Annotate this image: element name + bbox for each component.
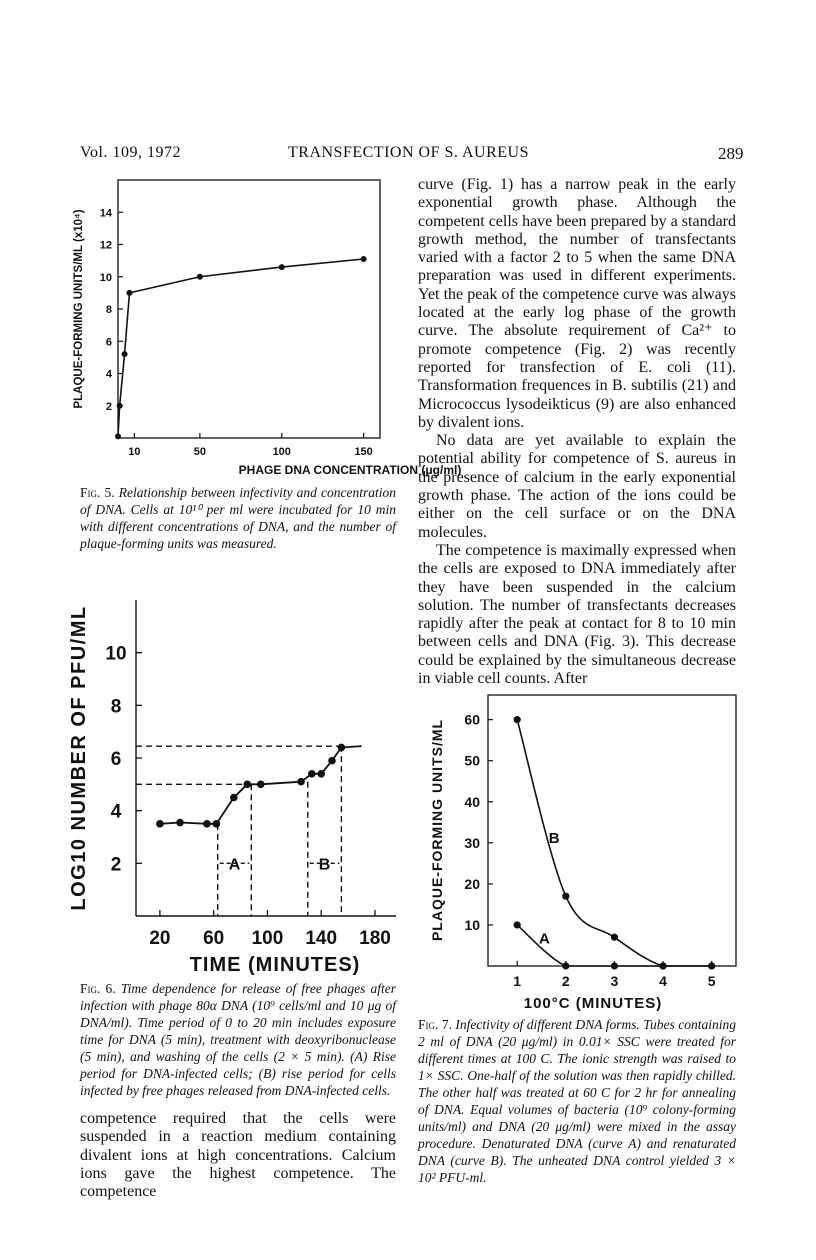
fig6-x-tick-label: 20 [149, 928, 171, 949]
fig7-x-tick-label: 3 [610, 973, 619, 989]
fig6-data-point [308, 770, 316, 778]
fig6-y-axis-title: LOG10 NUMBER OF PFU/ML [68, 605, 90, 911]
fig6-data-point [213, 820, 221, 828]
fig7-y-axis-title: PLAQUE-FORMING UNITS/ML [429, 718, 445, 942]
fig6-caption-text: Time dependence for release of free phages after infection with phage 80α DNA (10⁹ cells/ml and 10 μg of DNA/ml). Time period of 0 to 20 min includes exposure time for DNA (5 min), treatment with deoxyribonuclease (5 min), and washing of the cells (2 × 5 min). (A) Rise period for DNA-infected cells; (B) rise period for cells infected by free phages released from DNA-infected cells. [80, 981, 396, 1098]
fig7-curve-b-label: B [548, 829, 560, 847]
fig7-frame [488, 695, 736, 966]
fig7-curve-b [517, 720, 712, 966]
fig5-data-point [126, 290, 132, 296]
fig5-data-point [361, 256, 367, 262]
fig7-y-tick-label: 20 [464, 875, 480, 892]
fig5-x-axis-title: PHAGE DNA CONCENTRATION (μg/ml) [238, 463, 462, 477]
fig6-caption-lead: Fig. 6. [80, 981, 116, 996]
fig6-y-tick-label: 4 [110, 801, 122, 823]
fig7-curve-a-label: A [539, 930, 550, 948]
fig6-x-tick-label: 180 [359, 928, 391, 949]
right-paragraph-3: The competence is maximally expressed when the cells are exposed to DNA immediately after they have been suspended in the calcium solution. The number of transfectants decreases rapidly after the peak at contact for 8 to 10 min between cells and DNA (Fig. 3). This decrease could be explained by the simultaneous decrease in viable cell counts. After [418, 541, 736, 688]
running-title: TRANSFECTION OF S. AUREUS [288, 144, 529, 161]
fig5-caption [80, 484, 396, 552]
fig7-x-tick-label: 4 [659, 973, 667, 989]
fig5-x-tick-label: 100 [272, 446, 291, 458]
fig6-data-point [243, 781, 251, 789]
fig6-data-point [257, 781, 265, 789]
page-number: 289 [718, 144, 744, 163]
fig6-data-point [203, 820, 211, 828]
fig7-caption [418, 1016, 736, 1186]
fig7-y-tick-label: 10 [464, 916, 480, 933]
fig7-data-point [659, 962, 666, 969]
fig5-y-tick-label: 12 [99, 239, 112, 252]
fig6-data-point [297, 778, 305, 786]
fig7-x-axis-title: 100°C (MINUTES) [523, 995, 663, 1012]
fig7-y-tick-label: 30 [464, 834, 480, 851]
fig5-y-tick-label: 6 [105, 336, 112, 349]
fig5-data-point [115, 433, 121, 439]
fig6-data-point [156, 820, 164, 828]
fig7-chart [418, 680, 748, 1015]
fig7-data-point [708, 962, 715, 969]
fig7-data-point [562, 962, 569, 969]
fig6-data-point [230, 794, 238, 802]
left-paragraph: competence required that the cells were suspended in a reaction medium containing divalent ions at high concentrations. Calcium ions gave the highest competence. The competence [80, 1110, 396, 1201]
fig7-y-tick-label: 60 [464, 711, 480, 728]
fig6-chart [60, 580, 400, 975]
fig6-y-tick-label: 6 [110, 749, 122, 770]
fig5-data-point [117, 403, 123, 409]
fig7-data-point [611, 962, 618, 969]
fig6-x-axis-title: TIME (MINUTES) [189, 954, 361, 976]
fig7-x-tick-label: 2 [561, 973, 570, 989]
fig5-y-tick-label: 2 [105, 400, 112, 413]
fig7-data-point [562, 893, 569, 900]
fig7-data-point [514, 921, 521, 928]
fig7-x-tick-label: 1 [513, 973, 522, 989]
fig5-series-line [118, 259, 364, 436]
fig6-interval-label: A [228, 856, 241, 874]
left-column-text [80, 1110, 396, 1201]
fig5-caption-lead: Fig. 5. [80, 485, 115, 500]
fig7-caption-text: Infectivity of different DNA forms. Tubes containing 2 ml of DNA (20 μg/ml) in 0.01× SSC were treated for different times at 100 C. The ionic strength was raised to 1× SSC. One-half of the solution was then rapidly chilled. The other half was treated at 60 C for 2 hr for annealing of DNA. Equal volumes of bacteria (10⁹ colony-forming units/ml) and DNA (20 μg/ml) were mixed in the assay procedure. Denaturated DNA (curve A) and renaturated DNA (curve B). The unheated DNA control yielded 3 × 10² PFU-ml. [418, 1017, 736, 1185]
fig5-chart [60, 170, 462, 480]
fig5-y-tick-label: 14 [99, 207, 112, 220]
fig6-x-tick-label: 140 [305, 928, 338, 949]
fig5-data-point [279, 264, 285, 270]
fig7-x-tick-label: 5 [707, 973, 716, 989]
fig6-y-tick-label: 8 [110, 696, 122, 718]
fig7-y-tick-label: 50 [464, 752, 480, 769]
fig6-x-tick-label: 100 [251, 928, 284, 949]
fig5-data-point [197, 274, 203, 280]
right-column-text [418, 176, 736, 688]
fig6-data-point [328, 757, 336, 765]
right-paragraph-1: curve (Fig. 1) has a narrow peak in the early exponential growth phase. Although the competent cells have been prepared by a standard growth method, the number of transfectants varied with a factor 2 to 5 when the same DNA preparation was used in different experiments. Yet the peak of the competence curve was always located at the early log phase of the growth curve. The absolute requirement of Ca²⁺ to promote competence (Fig. 2) was recently reported for transfection of E. coli (11). Transformation frequences in B. subtilis (21) and Micrococcus lysodeikticus (9) are also enhanced by divalent ions. [418, 176, 736, 431]
volume-label: Vol. 109, 1972 [80, 144, 181, 161]
right-paragraph-2: No data are yet available to explain the potential ability for competence of S. aureus in the presence of calcium in the early exponential growth phase. The action of the ions could be either on the cell surface or on the DNA molecules. [418, 432, 736, 541]
fig5-y-tick-label: 4 [105, 368, 112, 381]
fig5-x-tick-label: 150 [354, 446, 373, 458]
fig5-y-axis-title: PLAQUE-FORMING UNITS/ML (x10⁴) [73, 209, 85, 409]
fig6-data-point [317, 770, 325, 778]
fig6-interval-label: B [318, 856, 331, 874]
fig5-x-tick-label: 50 [193, 446, 206, 458]
fig7-data-point [611, 934, 618, 941]
fig6-y-tick-label: 2 [110, 854, 122, 876]
fig7-caption-lead: Fig. 7. [418, 1017, 452, 1032]
fig6-data-point [338, 744, 346, 752]
fig7-y-tick-label: 40 [464, 793, 480, 810]
running-header [0, 144, 816, 166]
fig7-data-point [514, 716, 521, 723]
fig6-x-tick-label: 60 [203, 928, 225, 949]
fig5-frame [118, 180, 380, 438]
fig5-y-tick-label: 10 [99, 271, 112, 284]
fig5-data-point [122, 351, 128, 357]
fig6-y-tick-label: 10 [105, 643, 127, 665]
fig5-x-tick-label: 10 [128, 446, 141, 458]
fig6-data-point [176, 819, 184, 827]
fig5-y-tick-label: 8 [105, 304, 112, 316]
fig5-caption-text: Relationship between infectivity and concentration of DNA. Cells at 10¹⁰ per ml were incubated for 10 min with different concentrations of DNA, and the number of plaque-forming units was measured. [80, 485, 396, 551]
fig6-caption [80, 980, 396, 1099]
